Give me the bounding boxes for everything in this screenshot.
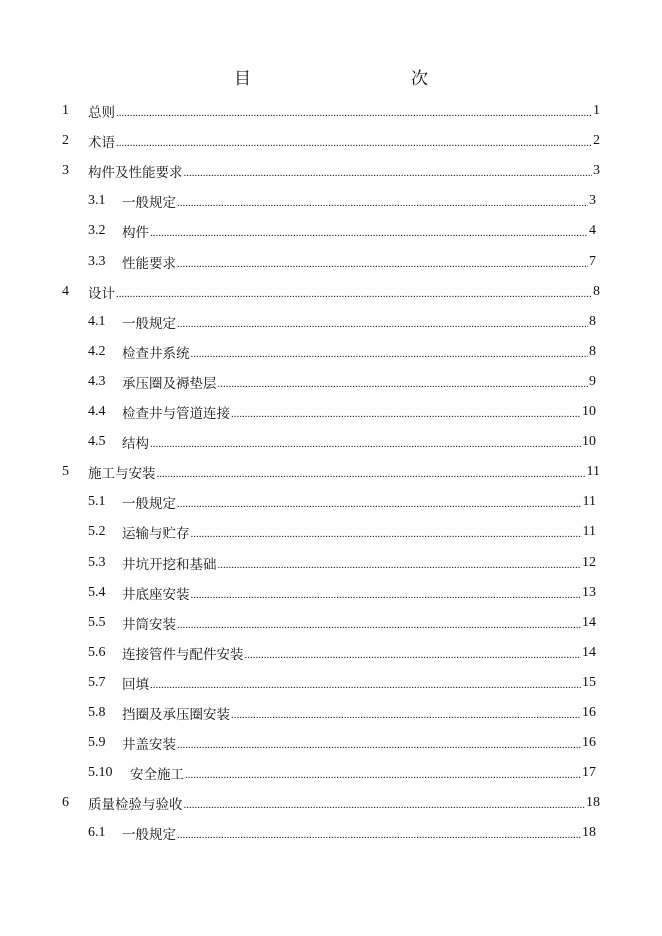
toc-dot-leader	[177, 498, 582, 510]
toc-entry-number: 4.1	[88, 313, 106, 329]
toc-entry-page: 11	[586, 464, 600, 480]
toc-entry[interactable]	[88, 548, 596, 578]
toc-entry[interactable]	[88, 517, 596, 547]
toc-entry-page: 12	[582, 554, 596, 570]
toc-dot-leader	[177, 619, 581, 631]
toc-entry-page: 3	[593, 163, 600, 179]
toc-dot-leader	[191, 528, 582, 540]
toc-entry-number: 2	[62, 133, 69, 149]
toc-dot-leader	[150, 438, 581, 450]
toc-entry-page: 14	[582, 614, 596, 630]
toc-entry-page: 3	[589, 193, 596, 209]
toc-entry[interactable]	[62, 156, 600, 186]
toc-entry-label: 一般规定	[122, 315, 176, 332]
toc-dot-leader	[231, 709, 581, 721]
toc-entry-label: 性能要求	[122, 255, 176, 272]
toc-entry-number: 4	[62, 283, 69, 299]
toc-entry-label: 设计	[88, 285, 115, 302]
toc-entry[interactable]	[88, 337, 596, 367]
toc-dot-leader	[177, 829, 581, 841]
toc-entry-number: 5.10	[88, 765, 113, 781]
toc-entry-page: 17	[582, 765, 596, 781]
toc-dot-leader	[150, 679, 581, 691]
toc-entry[interactable]	[88, 367, 596, 397]
toc-entry-page: 15	[582, 674, 596, 690]
toc-entry-label: 一般规定	[122, 195, 176, 212]
toc-entry-number: 3.2	[88, 223, 106, 239]
toc-dot-leader	[184, 799, 586, 811]
toc-entry-page: 8	[589, 313, 596, 329]
toc-entry-number: 4.3	[88, 373, 106, 389]
toc-entry-page: 16	[582, 735, 596, 751]
toc-dot-leader	[218, 559, 582, 571]
toc-entry[interactable]	[62, 277, 600, 307]
toc-entry[interactable]	[88, 668, 596, 698]
toc-entry-label: 构件及性能要求	[88, 165, 183, 182]
toc-title: 目 次	[234, 69, 470, 89]
toc-entry[interactable]	[88, 186, 596, 216]
toc-entry[interactable]	[62, 126, 600, 156]
toc-entry-label: 连接管件与配件安装	[122, 646, 244, 663]
toc-dot-leader	[157, 468, 586, 480]
toc-entry[interactable]	[88, 487, 596, 517]
toc-entry-page: 10	[582, 434, 596, 450]
toc-entry-label: 检查井与管道连接	[122, 406, 230, 422]
toc-dot-leader	[185, 769, 581, 781]
toc-entry-label: 运输与贮存	[122, 526, 190, 543]
toc-entry-page: 4	[589, 223, 596, 239]
toc-entry[interactable]	[88, 698, 596, 728]
toc-entry-page: 13	[582, 584, 596, 600]
toc-entry[interactable]	[88, 608, 596, 638]
toc-entry-number: 1	[62, 103, 69, 118]
toc-dot-leader	[116, 107, 592, 119]
toc-entry-label: 井盖安装	[122, 737, 176, 754]
toc-entry[interactable]	[62, 96, 600, 126]
toc-entry-number: 6	[62, 795, 69, 811]
toc-entry-page: 18	[582, 825, 596, 841]
toc-entry-page: 1	[593, 103, 600, 118]
toc-entry-label: 井底座安装	[122, 586, 190, 603]
toc-entry-page: 9	[589, 373, 596, 389]
toc-entry-number: 5.4	[88, 584, 106, 600]
toc-entry[interactable]	[88, 307, 596, 337]
toc-entry[interactable]	[88, 578, 596, 608]
toc-dot-leader	[116, 137, 592, 149]
toc-entry-label: 构件	[122, 225, 149, 242]
toc-entry[interactable]	[88, 397, 596, 427]
toc-entry-page: 14	[582, 644, 596, 660]
toc-entry[interactable]	[88, 638, 596, 668]
toc-dot-leader	[116, 288, 592, 300]
toc-dot-leader	[191, 348, 589, 360]
toc-entry-page: 18	[586, 795, 600, 811]
toc-entry-page: 11	[582, 524, 596, 540]
toc-entry-page: 7	[589, 253, 596, 269]
toc-entry-page: 2	[593, 133, 600, 149]
toc-entry-number: 5.3	[88, 554, 106, 570]
toc-dot-leader	[245, 649, 582, 661]
toc-entry-page: 11	[582, 494, 596, 510]
toc-entry-number: 4.5	[88, 434, 106, 450]
toc-entry-label: 回填	[122, 676, 149, 693]
toc-entry-page: 8	[589, 343, 596, 359]
toc-entry-number: 5.9	[88, 735, 106, 751]
toc-dot-leader	[191, 589, 582, 601]
toc-entry-label: 井坑开挖和基础	[122, 556, 217, 573]
toc-entry[interactable]	[88, 247, 596, 277]
toc-entry-number: 5.1	[88, 494, 106, 510]
toc-entry-number: 3.1	[88, 193, 106, 209]
toc-dot-leader	[231, 408, 581, 420]
toc-entry-number: 3	[62, 163, 69, 179]
toc-entry-number: 5.2	[88, 524, 106, 540]
toc-entry-number: 5.6	[88, 644, 106, 660]
toc-entry-page: 8	[593, 283, 600, 299]
toc-entry-number: 5.8	[88, 705, 106, 720]
toc-dot-leader	[218, 378, 589, 390]
toc-entry-label: 一般规定	[122, 496, 176, 513]
toc-dot-leader	[177, 318, 588, 330]
toc-entry-number: 5.7	[88, 674, 106, 690]
toc-entry[interactable]	[88, 818, 596, 848]
toc-dot-leader	[184, 167, 593, 179]
toc-entry-label: 总则	[88, 105, 115, 121]
toc-entry[interactable]	[88, 216, 596, 246]
toc-dot-leader	[177, 197, 588, 209]
toc-entry-page: 10	[582, 404, 596, 419]
toc-entry-number: 5	[62, 464, 69, 480]
toc-entry-label: 结构	[122, 436, 149, 453]
toc-entry-page: 16	[582, 705, 596, 720]
toc-entry[interactable]	[62, 457, 600, 487]
toc-entry[interactable]	[62, 788, 600, 818]
toc-entry-number: 4.4	[88, 404, 106, 419]
toc-entry-label: 一般规定	[122, 827, 176, 844]
toc-entry[interactable]	[88, 427, 596, 457]
toc-entry-label: 术语	[88, 135, 115, 152]
toc-entry-label: 安全施工	[130, 767, 184, 784]
toc-entry-number: 5.5	[88, 614, 106, 630]
toc-dot-leader	[150, 227, 588, 239]
toc-entry-label: 检查井系统	[122, 345, 190, 362]
toc-entry-label: 质量检验与验收	[88, 797, 183, 814]
toc-entry-label: 承压圈及褥垫层	[122, 375, 217, 392]
toc-entry-number: 3.3	[88, 253, 106, 269]
toc-entry[interactable]	[88, 728, 596, 758]
toc-entry-label: 挡圈及承压圈安装	[122, 707, 230, 723]
toc-entry-number: 4.2	[88, 343, 106, 359]
toc-entry-label: 井筒安装	[122, 616, 176, 633]
toc-dot-leader	[177, 739, 581, 751]
toc-entry-label: 施工与安装	[88, 466, 156, 483]
toc-dot-leader	[177, 258, 588, 270]
toc-entry-number: 6.1	[88, 825, 106, 841]
toc-entry[interactable]	[88, 758, 596, 788]
